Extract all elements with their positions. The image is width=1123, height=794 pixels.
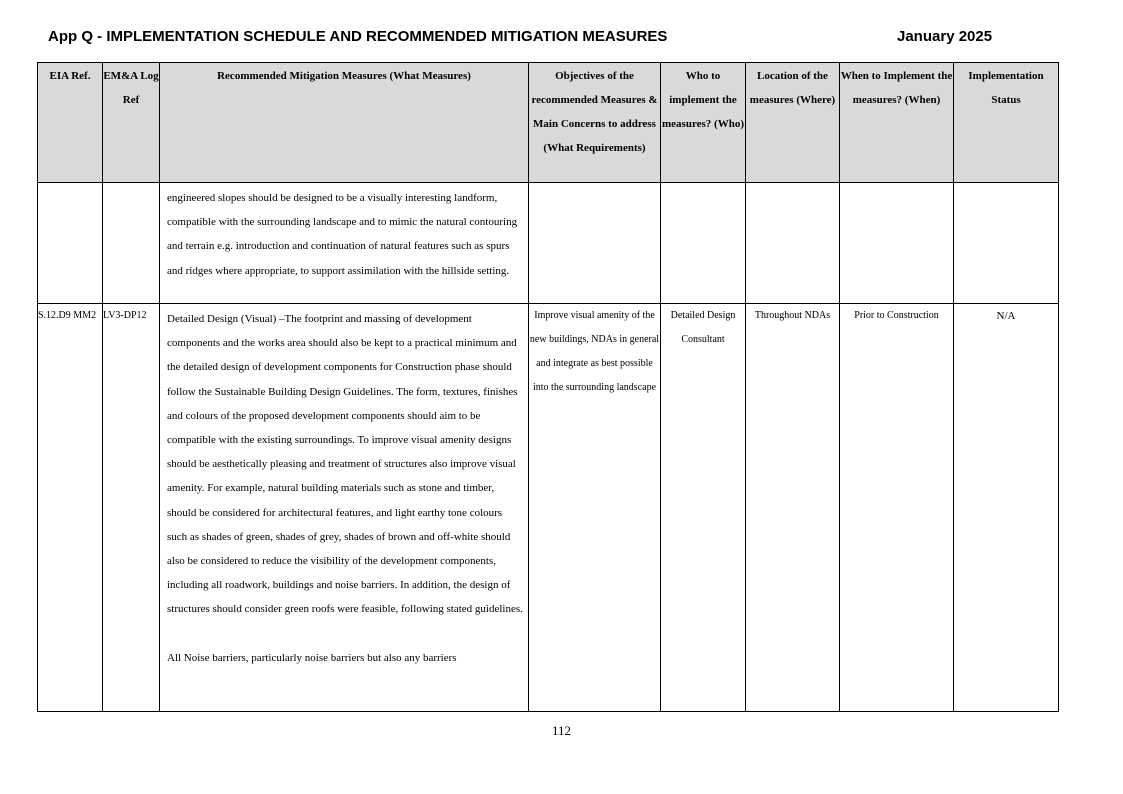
- cell-status: N/A: [954, 304, 1059, 712]
- column-header-when: When to Implement the measures? (When): [840, 63, 954, 183]
- column-header-objectives: Objectives of the recommended Measures & Main Concerns to address (What Requirements): [529, 63, 661, 183]
- column-header-eia-ref: EIA Ref.: [38, 63, 103, 183]
- cell-objectives: Improve visual amenity of the new buildings, NDAs in general and integrate as best possible into the surrounding landscape: [529, 304, 661, 712]
- implementation-schedule-table: [37, 62, 1059, 712]
- table-row: [38, 183, 1059, 304]
- cell-where: [746, 183, 840, 304]
- cell-who: Detailed Design Consultant: [661, 304, 746, 712]
- column-header-status: Implementation Status: [954, 63, 1059, 183]
- measure-paragraph: Detailed Design (Visual) –The footprint and massing of development components and the works area should also be kept to a practical minimum and the detailed design of development components for Construction phase should follow the Sustainable Building Design Guidelines. The form, textures, finishes and colours of the proposed development components should aim to be compatible with the existing surroundings. To improve visual amenity designs should be aesthetically pleasing and treatment of structures also improve visual amenity. For example, natural building materials such as stone and timber, should be considered for architectural features, and light earthy tone colours such as shades of green, shades of grey, shades of brown and off-white should also be considered to reduce the visibility of the development components, including all roadwork, buildings and noise barriers. In addition, the design of structures should consider green roofs were feasible, following stated guidelines.: [167, 313, 523, 616]
- document-date: January 2025: [897, 28, 993, 45]
- column-header-who: Who to implement the measures? (Who): [661, 63, 746, 183]
- cell-objectives: [529, 183, 661, 304]
- measure-paragraph-continued: All Noise barriers, particularly noise barriers but also any barriers: [167, 651, 457, 664]
- cell-ema-log-ref: [103, 183, 160, 304]
- cell-status: [954, 183, 1059, 304]
- document-title: App Q - IMPLEMENTATION SCHEDULE AND RECOMMENDED MITIGATION MEASURES: [48, 28, 668, 45]
- column-header-measures: Recommended Mitigation Measures (What Measures): [160, 63, 529, 183]
- cell-ema-log-ref: LV3-DP12: [103, 304, 160, 712]
- cell-where: Throughout NDAs: [746, 304, 840, 712]
- table-header-row: [38, 63, 1059, 183]
- cell-eia-ref: S.12.D9 MM2: [38, 304, 103, 712]
- column-header-where: Location of the measures (Where): [746, 63, 840, 183]
- cell-when: Prior to Construction: [840, 304, 954, 712]
- cell-measures: [160, 304, 529, 712]
- cell-measures: [160, 183, 529, 304]
- cell-eia-ref: [38, 183, 103, 304]
- page-number: 112: [551, 723, 572, 738]
- measure-paragraph: engineered slopes should be designed to be a visually interesting landform, compatible with the surrounding landscape and to mimic the natural contouring and terrain e.g. introduction and continuation of natural features such as spurs and ridges where appropriate, to support assimilation with the hillside setting.: [167, 192, 518, 277]
- cell-when: [840, 183, 954, 304]
- column-header-ema-log-ref: EM&A Log Ref: [103, 63, 160, 183]
- paragraph-spacer: [160, 622, 528, 646]
- table-row: [38, 304, 1059, 712]
- cell-who: [661, 183, 746, 304]
